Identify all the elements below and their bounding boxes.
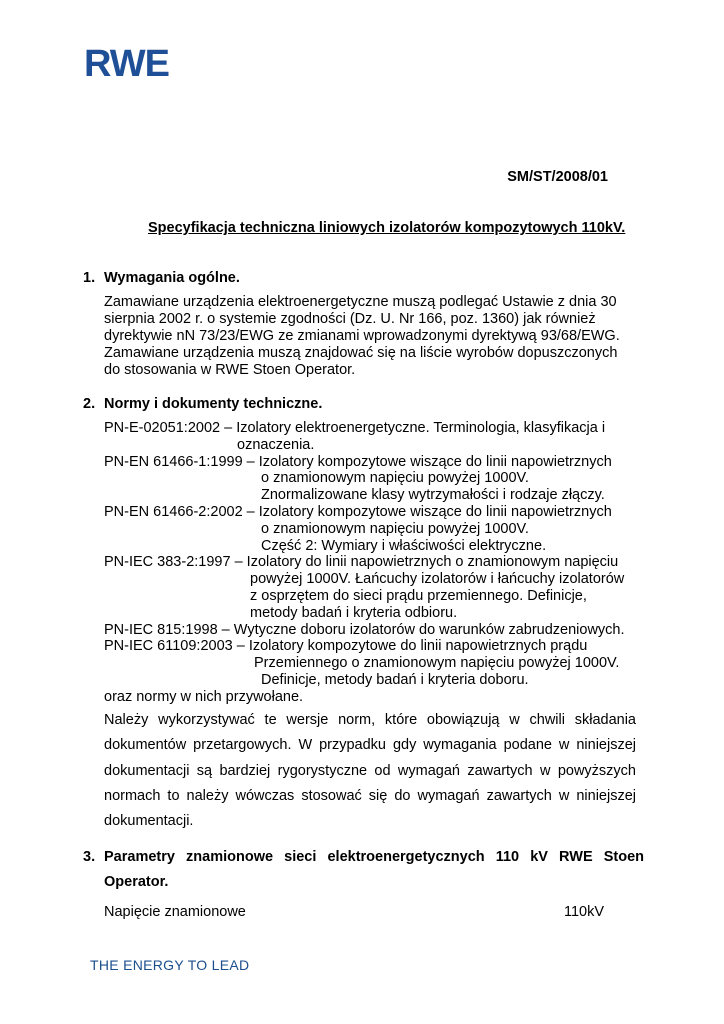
section-1-line: sierpnia 2002 r. o systemie zgodności (Dz. U. Nr 166, poz. 1360) jak również — [104, 311, 596, 327]
norm-line: metody badań i kryteria odbioru. — [250, 604, 458, 621]
section-3-title-line: Parametry znamionowe sieci elektroenergetycznych 110 kV RWE Stoen — [104, 849, 644, 865]
norm-line: PN-IEC 815:1998 – Wytyczne doboru izolatorów do warunków zabrudzeniowych. — [104, 621, 625, 638]
norm-line: z osprzętem do sieci prądu przemiennego. Definicje, — [250, 587, 587, 604]
section-3-number: 3. — [83, 849, 96, 865]
section-3-title-line: Operator. — [104, 873, 169, 890]
footer-tagline: THE ENERGY TO LEAD — [90, 957, 250, 973]
rwe-logo — [84, 44, 184, 80]
norm-line: Znormalizowane klasy wytrzymałości i rodzaje złączy. — [261, 487, 605, 504]
section-1-line: do stosowania w RWE Stoen Operator. — [104, 362, 356, 378]
norm-line: PN-EN 61466-1:1999 – Izolatory kompozytowe wiszące do linii napowietrznych — [104, 453, 612, 470]
norm-line: PN-E-02051:2002 – Izolatory elektroenergetyczne. Terminologia, klasyfikacja i — [104, 420, 606, 436]
section-3-title — [104, 845, 644, 894]
norm-line: PN-IEC 383-2:1997 – Izolatory do linii napowietrznych o znamionowym napięciu — [104, 554, 619, 571]
norm-line: Część 2: Wymiary i właściwości elektryczne. — [261, 537, 547, 554]
norm-line: PN-IEC 61109:2003 – Izolatory kompozytowe do linii napowietrznych prądu — [104, 638, 588, 655]
norm-line: oznaczenia. — [237, 436, 315, 453]
norm-line: powyżej 1000V. Łańcuchy izolatorów i łańcuchy izolatorów — [250, 571, 625, 588]
norm-line: o znamionowym napięciu powyżej 1000V. — [261, 470, 529, 487]
norm-line: Definicje, metody badań i kryteria doboru. — [261, 671, 529, 688]
parameter-label: Napięcie znamionowe — [104, 904, 246, 920]
rwe-logo-mark — [84, 44, 184, 80]
section-1-paragraph — [104, 294, 644, 379]
section-2-number: 2. — [83, 396, 96, 412]
section-1-line: Zamawiane urządzenia muszą znajdować się na liście wyrobów dopuszczonych — [104, 345, 618, 361]
norm-line: PN-EN 61466-2:2002 – Izolatory kompozytowe wiszące do linii napowietrznych — [104, 503, 612, 520]
section-1-line: dyrektywie nN 73/23/EWG ze zmianami wprowadzonymi dyrektywą 93/68/EWG. — [104, 328, 620, 344]
norm-line: o znamionowym napięciu powyżej 1000V. — [261, 520, 529, 537]
section-2-title: Normy i dokumenty techniczne. — [104, 396, 323, 412]
section-1-title: Wymagania ogólne. — [104, 270, 240, 286]
section-3-heading — [83, 845, 644, 894]
parameter-row — [104, 904, 604, 920]
rwe-logo-text: RWE — [84, 44, 169, 80]
document-number: SM/ST/2008/01 — [507, 169, 608, 185]
norms-list — [104, 420, 644, 706]
section-1-number: 1. — [83, 270, 96, 286]
norm-line: oraz normy w nich przywołane. — [104, 688, 304, 705]
section-1-line: Zamawiane urządzenia elektroenergetyczne muszą podlegać Ustawie z dnia 30 — [104, 294, 617, 310]
norms-note: Należy wykorzystywać te wersje norm, które obowiązują w chwili składania dokumentów przetargowych. W przypadku gdy wymagania podane w niniejszej dokumentacji są bardziej rygorystyczne od wymagań zawartych w powyższych normach to należy wówczas stosować się do wymagań zawartych w niniejszej dokumentacji. — [104, 712, 636, 830]
norm-line: Przemiennego o znamionowym napięciu powyżej 1000V. — [254, 655, 620, 672]
document-title: Specyfikacja techniczna liniowych izolatorów kompozytowych 110kV. — [148, 220, 626, 236]
parameter-value: 110kV — [563, 904, 604, 920]
